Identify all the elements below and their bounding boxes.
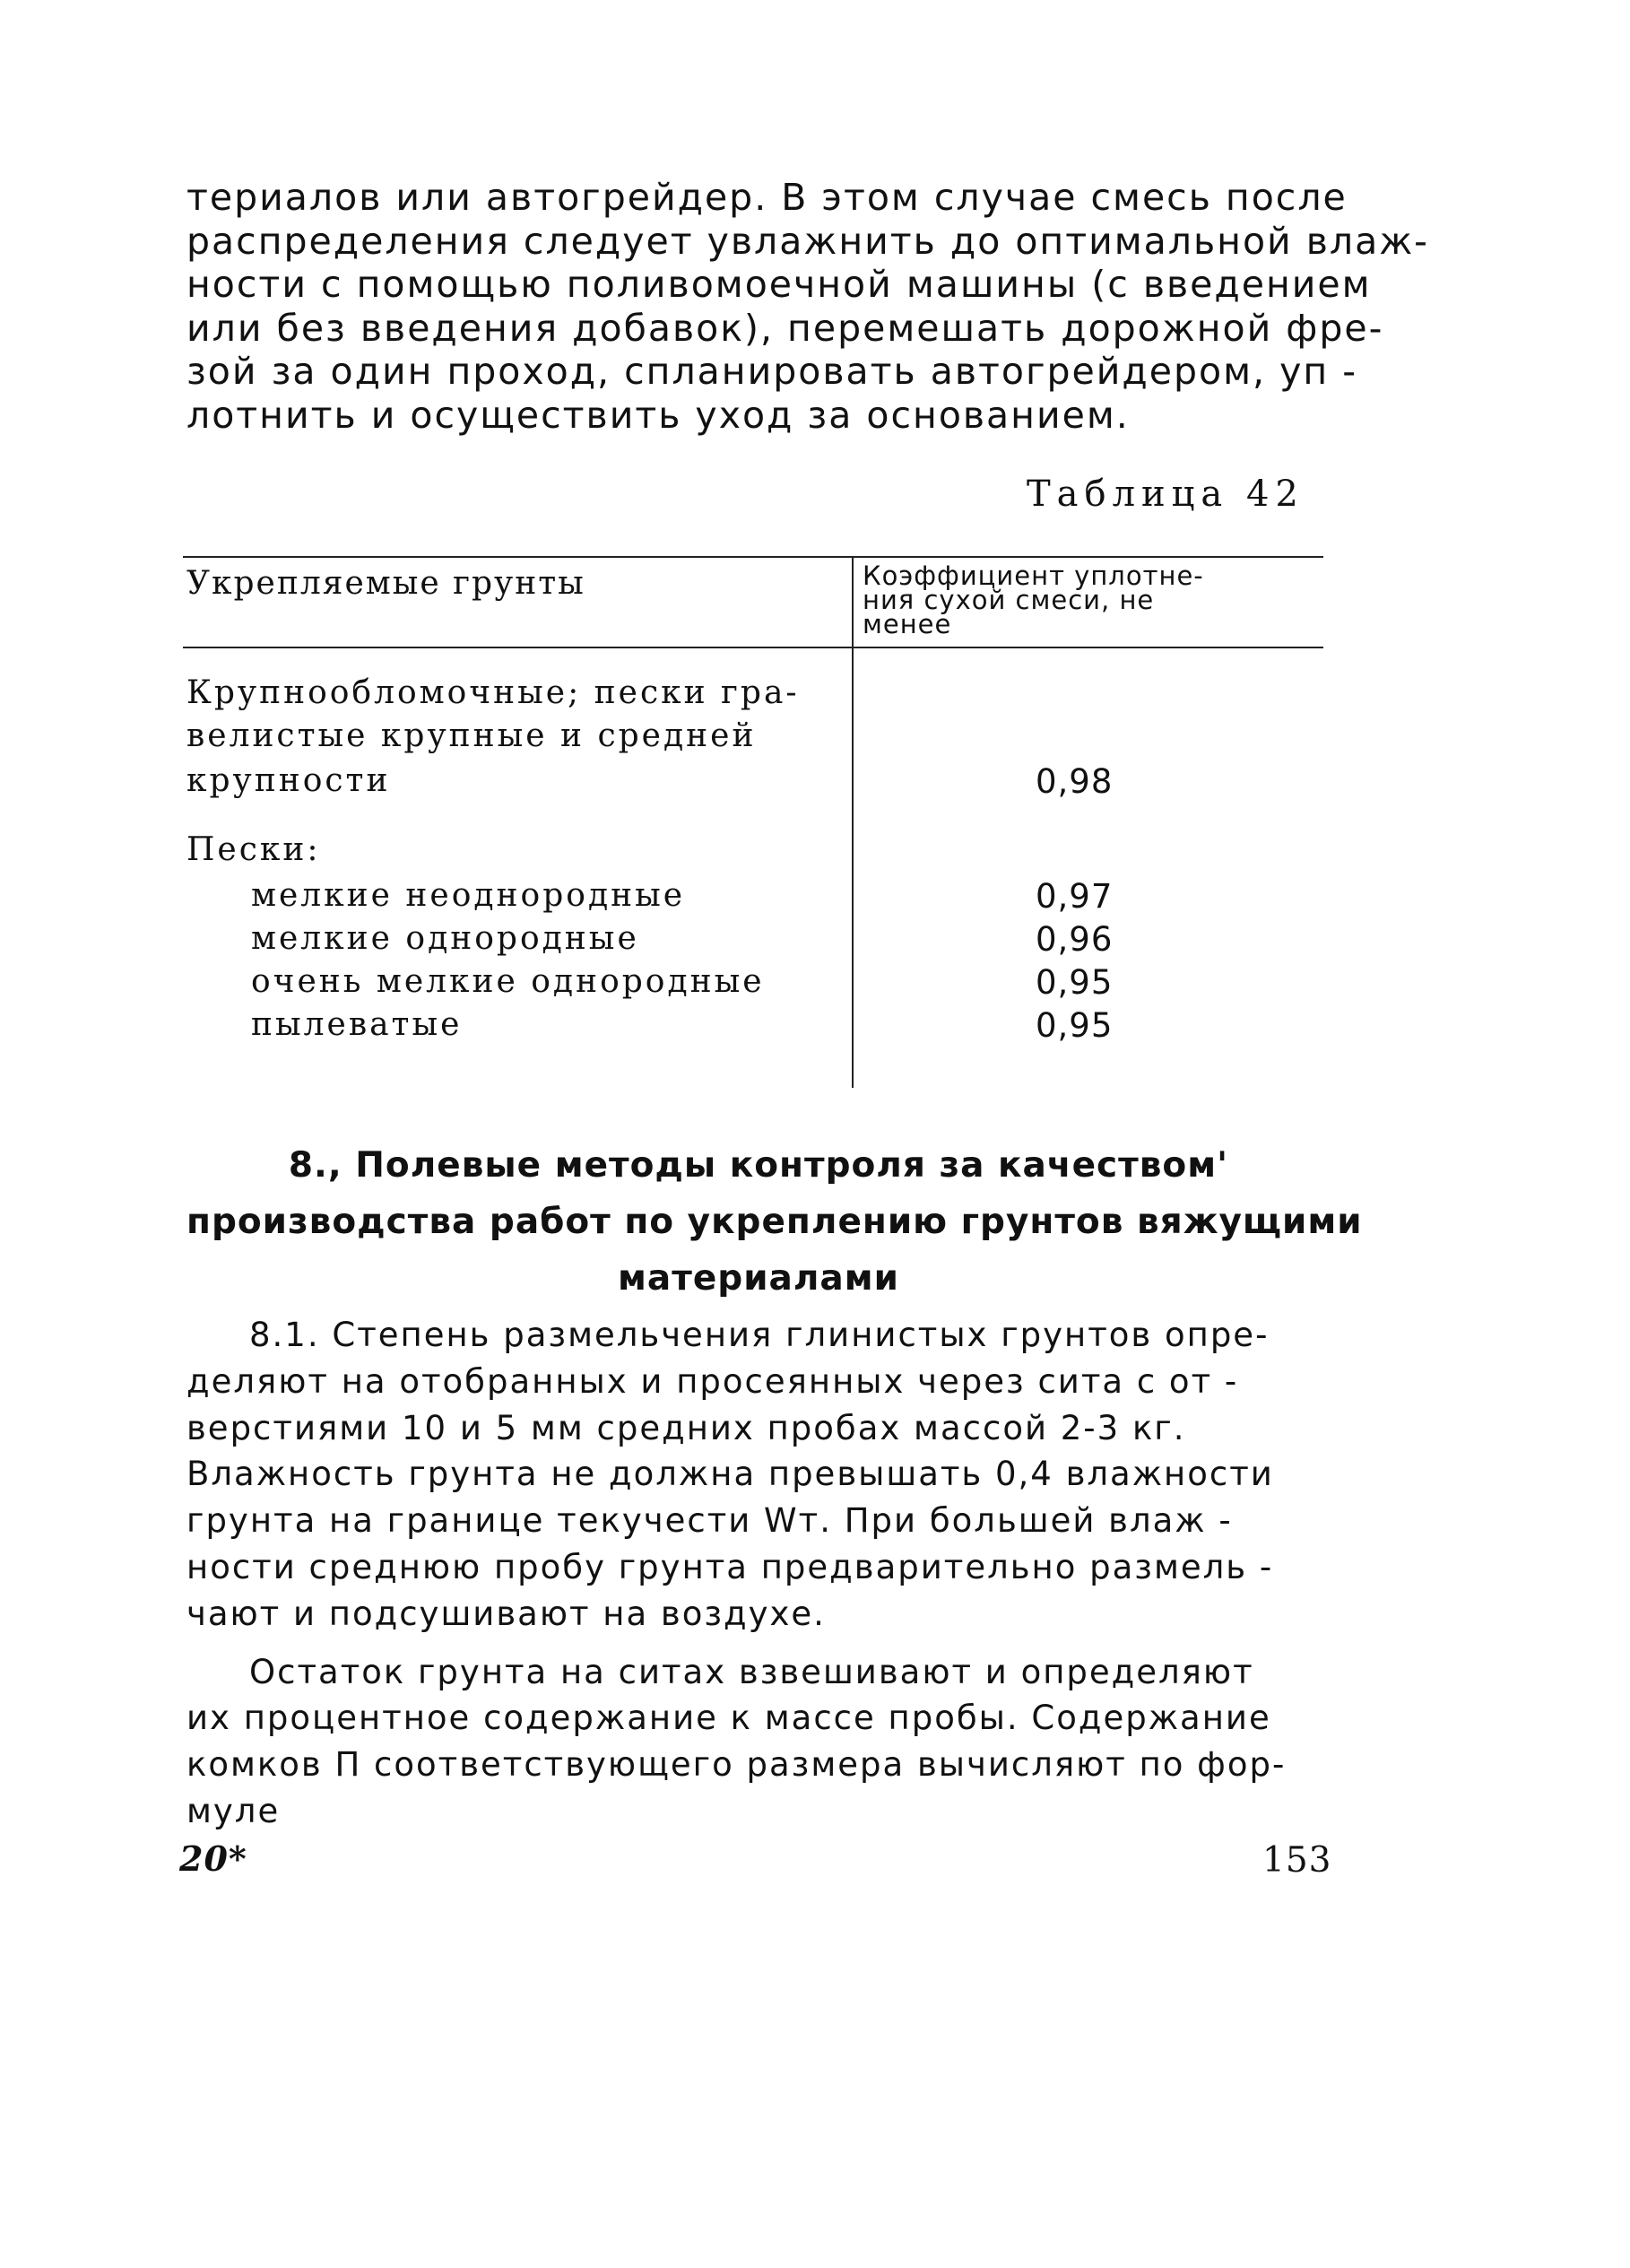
table-row-value: 0,98 — [1036, 762, 1114, 801]
paragraph-line: деляют на отобранных и просеянных через сита с от - — [186, 1361, 1239, 1401]
table-row-label: мелкие однородные — [251, 920, 639, 957]
table-header-coefficient — [863, 560, 1311, 639]
paragraph-line: комков П соответствующего размера вычисляют по фор- — [186, 1745, 1287, 1785]
table-row-label: Пески: — [186, 831, 321, 868]
section-body — [186, 1312, 1334, 1835]
intro-line: териалов или автогрейдер. В этом случае смесь после — [186, 176, 1348, 219]
table-row-label: Крупнообломочные; пески гра- — [186, 674, 800, 711]
paragraph — [186, 1312, 1334, 1638]
table-row-value: 0,96 — [1036, 920, 1114, 959]
paragraph-line: грунта на границе текучести Wт. При большей влаж - — [186, 1501, 1233, 1541]
table-header-coefficient-line: менее — [863, 609, 952, 639]
paragraph-line: чают и подсушивают на воздухе. — [186, 1594, 826, 1633]
paragraph-line: верстиями 10 и 5 мм средних пробах массой 2-3 кг. — [186, 1408, 1186, 1447]
paragraph-line: ности среднюю пробу грунта предварительно размель - — [186, 1547, 1274, 1586]
table-caption: Таблица 42 — [1027, 474, 1305, 515]
intro-paragraph — [186, 176, 1429, 437]
table-row-label: пылеватые — [251, 1006, 463, 1043]
table-row-label: очень мелкие однородные — [251, 963, 765, 1000]
intro-line: ности с помощью поливомоечной машины (с введением — [186, 263, 1372, 306]
paragraph — [186, 1649, 1334, 1835]
paragraph-gap — [186, 1638, 1334, 1649]
table-header-coefficient-line: ния сухой смеси, не — [863, 585, 1155, 615]
table-row-value: 0,95 — [1036, 963, 1114, 1002]
table-column-divider — [852, 557, 854, 1088]
paragraph-line: муле — [186, 1791, 281, 1830]
paragraph-line: их процентное содержание к массе пробы. Содержание — [186, 1699, 1271, 1738]
table-header-rule — [183, 647, 1323, 648]
intro-line: или без введения добавок), перемешать дорожной фре- — [186, 306, 1384, 350]
paragraph-line: Остаток грунта на ситах взвешивают и определяют — [249, 1652, 1254, 1691]
table-row-label: крупности — [186, 762, 391, 799]
section-heading-line: материалами — [618, 1258, 899, 1299]
table-row-label: мелкие неоднородные — [251, 877, 686, 914]
page-number: 153 — [1262, 1840, 1332, 1881]
section-heading-line: 8., Полевые методы контроля за качеством' — [288, 1145, 1229, 1186]
paragraph-line: Влажность грунта не должна превышать 0,4 влажности — [186, 1455, 1274, 1494]
intro-line: лотнить и осуществить уход за основанием. — [186, 393, 1130, 437]
table-row-value: 0,95 — [1036, 1006, 1114, 1045]
table-header-soils: Укрепляемые грунты — [186, 565, 585, 602]
intro-line: распределения следует увлажнить до оптимальной влаж- — [186, 219, 1429, 263]
intro-line: зой за один проход, спланировать автогрейдером, уп - — [186, 350, 1357, 393]
paragraph-line: 8.1. Степень размельчения глинистых грунтов опре- — [249, 1316, 1270, 1354]
signature-mark: 20* — [179, 1838, 247, 1879]
table-header-coefficient-line: Коэффициент уплотне- — [863, 560, 1204, 591]
table-row-value: 0,97 — [1036, 877, 1114, 916]
section-heading-line: производства работ по укреплению грунтов вяжущими — [186, 1202, 1363, 1242]
table-row-label: велистые крупные и средней — [186, 717, 757, 754]
section-heading — [186, 1137, 1363, 1307]
table-top-rule — [183, 556, 1323, 558]
